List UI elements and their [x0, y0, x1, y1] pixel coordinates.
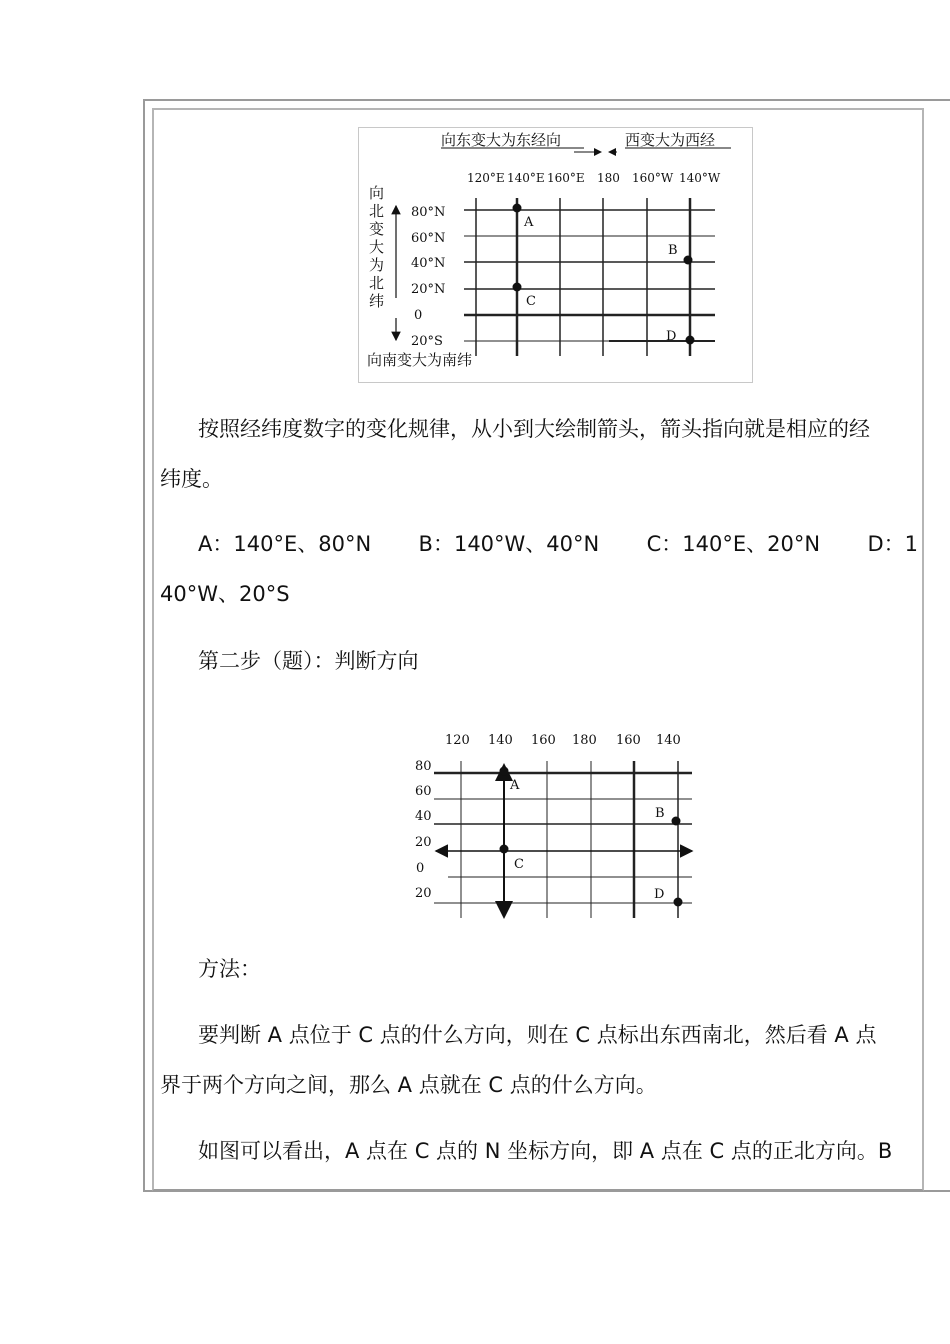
lon-label-6: 140°W	[679, 171, 721, 185]
top-label-3: 160	[531, 733, 556, 748]
figure-2-svg	[408, 725, 703, 923]
method-heading: 方法：	[198, 957, 261, 981]
method-line-2: 界于两个方向之间，那么 A 点就在 C 点的什么方向。	[160, 1073, 657, 1097]
coordinates-row	[198, 519, 918, 569]
point-a	[500, 767, 509, 776]
point-c	[513, 283, 522, 292]
method-line-1: 要判断 A 点位于 C 点的什么方向，则在 C 点标出东西南北，然后看 A 点	[198, 1023, 877, 1047]
rule-paragraph-line-2: 纬度。	[160, 467, 223, 491]
rule-paragraph-line-1: 按照经纬度数字的变化规律，从小到大绘制箭头，箭头指向就是相应的经	[198, 417, 870, 441]
example-line-1: 如图可以看出，A 点在 C 点的 N 坐标方向，即 A 点在 C 点的正北方向。B	[198, 1139, 893, 1163]
top-label-4: 180	[572, 733, 597, 748]
left-label-5: 0	[416, 861, 425, 876]
left-label-1: 80	[415, 759, 432, 774]
lon-label-4: 180	[597, 171, 620, 185]
top-label-6: 140	[656, 733, 681, 748]
point-c	[500, 845, 509, 854]
lat-label-3: 40°N	[411, 256, 446, 271]
lon-label-3: 160°E	[547, 171, 585, 185]
step-two-heading: 第二步（题）：判断方向	[198, 649, 419, 673]
lat-label-6: 20°S	[411, 334, 443, 349]
lon-label-5: 160°W	[632, 171, 674, 185]
point-d-label: D	[666, 329, 677, 344]
coord-d: D：1	[867, 532, 918, 556]
north-char-6: 北	[369, 274, 385, 292]
top-label-5: 160	[616, 733, 641, 748]
point-b-label: B	[655, 806, 665, 821]
point-c-label: C	[526, 294, 536, 309]
point-a-label: A	[524, 215, 534, 230]
north-side-label	[369, 184, 384, 310]
left-label-2: 60	[415, 784, 432, 799]
lat-label-4: 20°N	[411, 282, 446, 297]
point-a-label: A	[510, 778, 520, 793]
north-char-3: 变	[369, 220, 385, 238]
lon-label-1: 120°E	[467, 171, 505, 185]
north-char-5: 为	[369, 256, 385, 274]
point-d	[674, 898, 683, 907]
coord-a: A：140°E、80°N	[198, 532, 372, 556]
lat-label-1: 80°N	[411, 205, 446, 220]
figure-2-direction-grid	[408, 725, 703, 923]
point-b-label: B	[668, 243, 678, 258]
point-c-label: C	[514, 857, 524, 872]
top-label-2: 140	[488, 733, 513, 748]
point-d	[686, 336, 695, 345]
lon-label-2: 140°E	[507, 171, 545, 185]
coord-b: B：140°W、40°N	[418, 532, 600, 556]
figure-1-svg	[359, 128, 754, 384]
east-label: 向东变大为东经向	[441, 131, 562, 149]
north-char-1: 向	[369, 184, 385, 202]
coord-c: C：140°E、20°N	[646, 532, 821, 556]
coord-d-continued: 40°W、20°S	[160, 582, 290, 606]
lat-label-2: 60°N	[411, 231, 446, 246]
lat-label-5: 0	[414, 308, 423, 323]
north-char-2: 北	[369, 202, 385, 220]
figure-1-grid	[464, 198, 715, 356]
point-b	[684, 256, 693, 265]
north-char-7: 纬	[369, 292, 385, 310]
north-char-4: 大	[369, 238, 385, 256]
left-label-3: 40	[415, 809, 432, 824]
left-label-6: 20	[415, 886, 432, 901]
top-label-1: 120	[445, 733, 470, 748]
figure-1-lat-long-grid	[358, 127, 753, 383]
south-bottom-label: 向南变大为南纬	[367, 351, 473, 369]
point-a	[513, 204, 522, 213]
point-b	[672, 817, 681, 826]
west-label: 西变大为西经	[625, 131, 716, 149]
left-label-4: 20	[415, 835, 432, 850]
point-d-label: D	[654, 887, 665, 902]
